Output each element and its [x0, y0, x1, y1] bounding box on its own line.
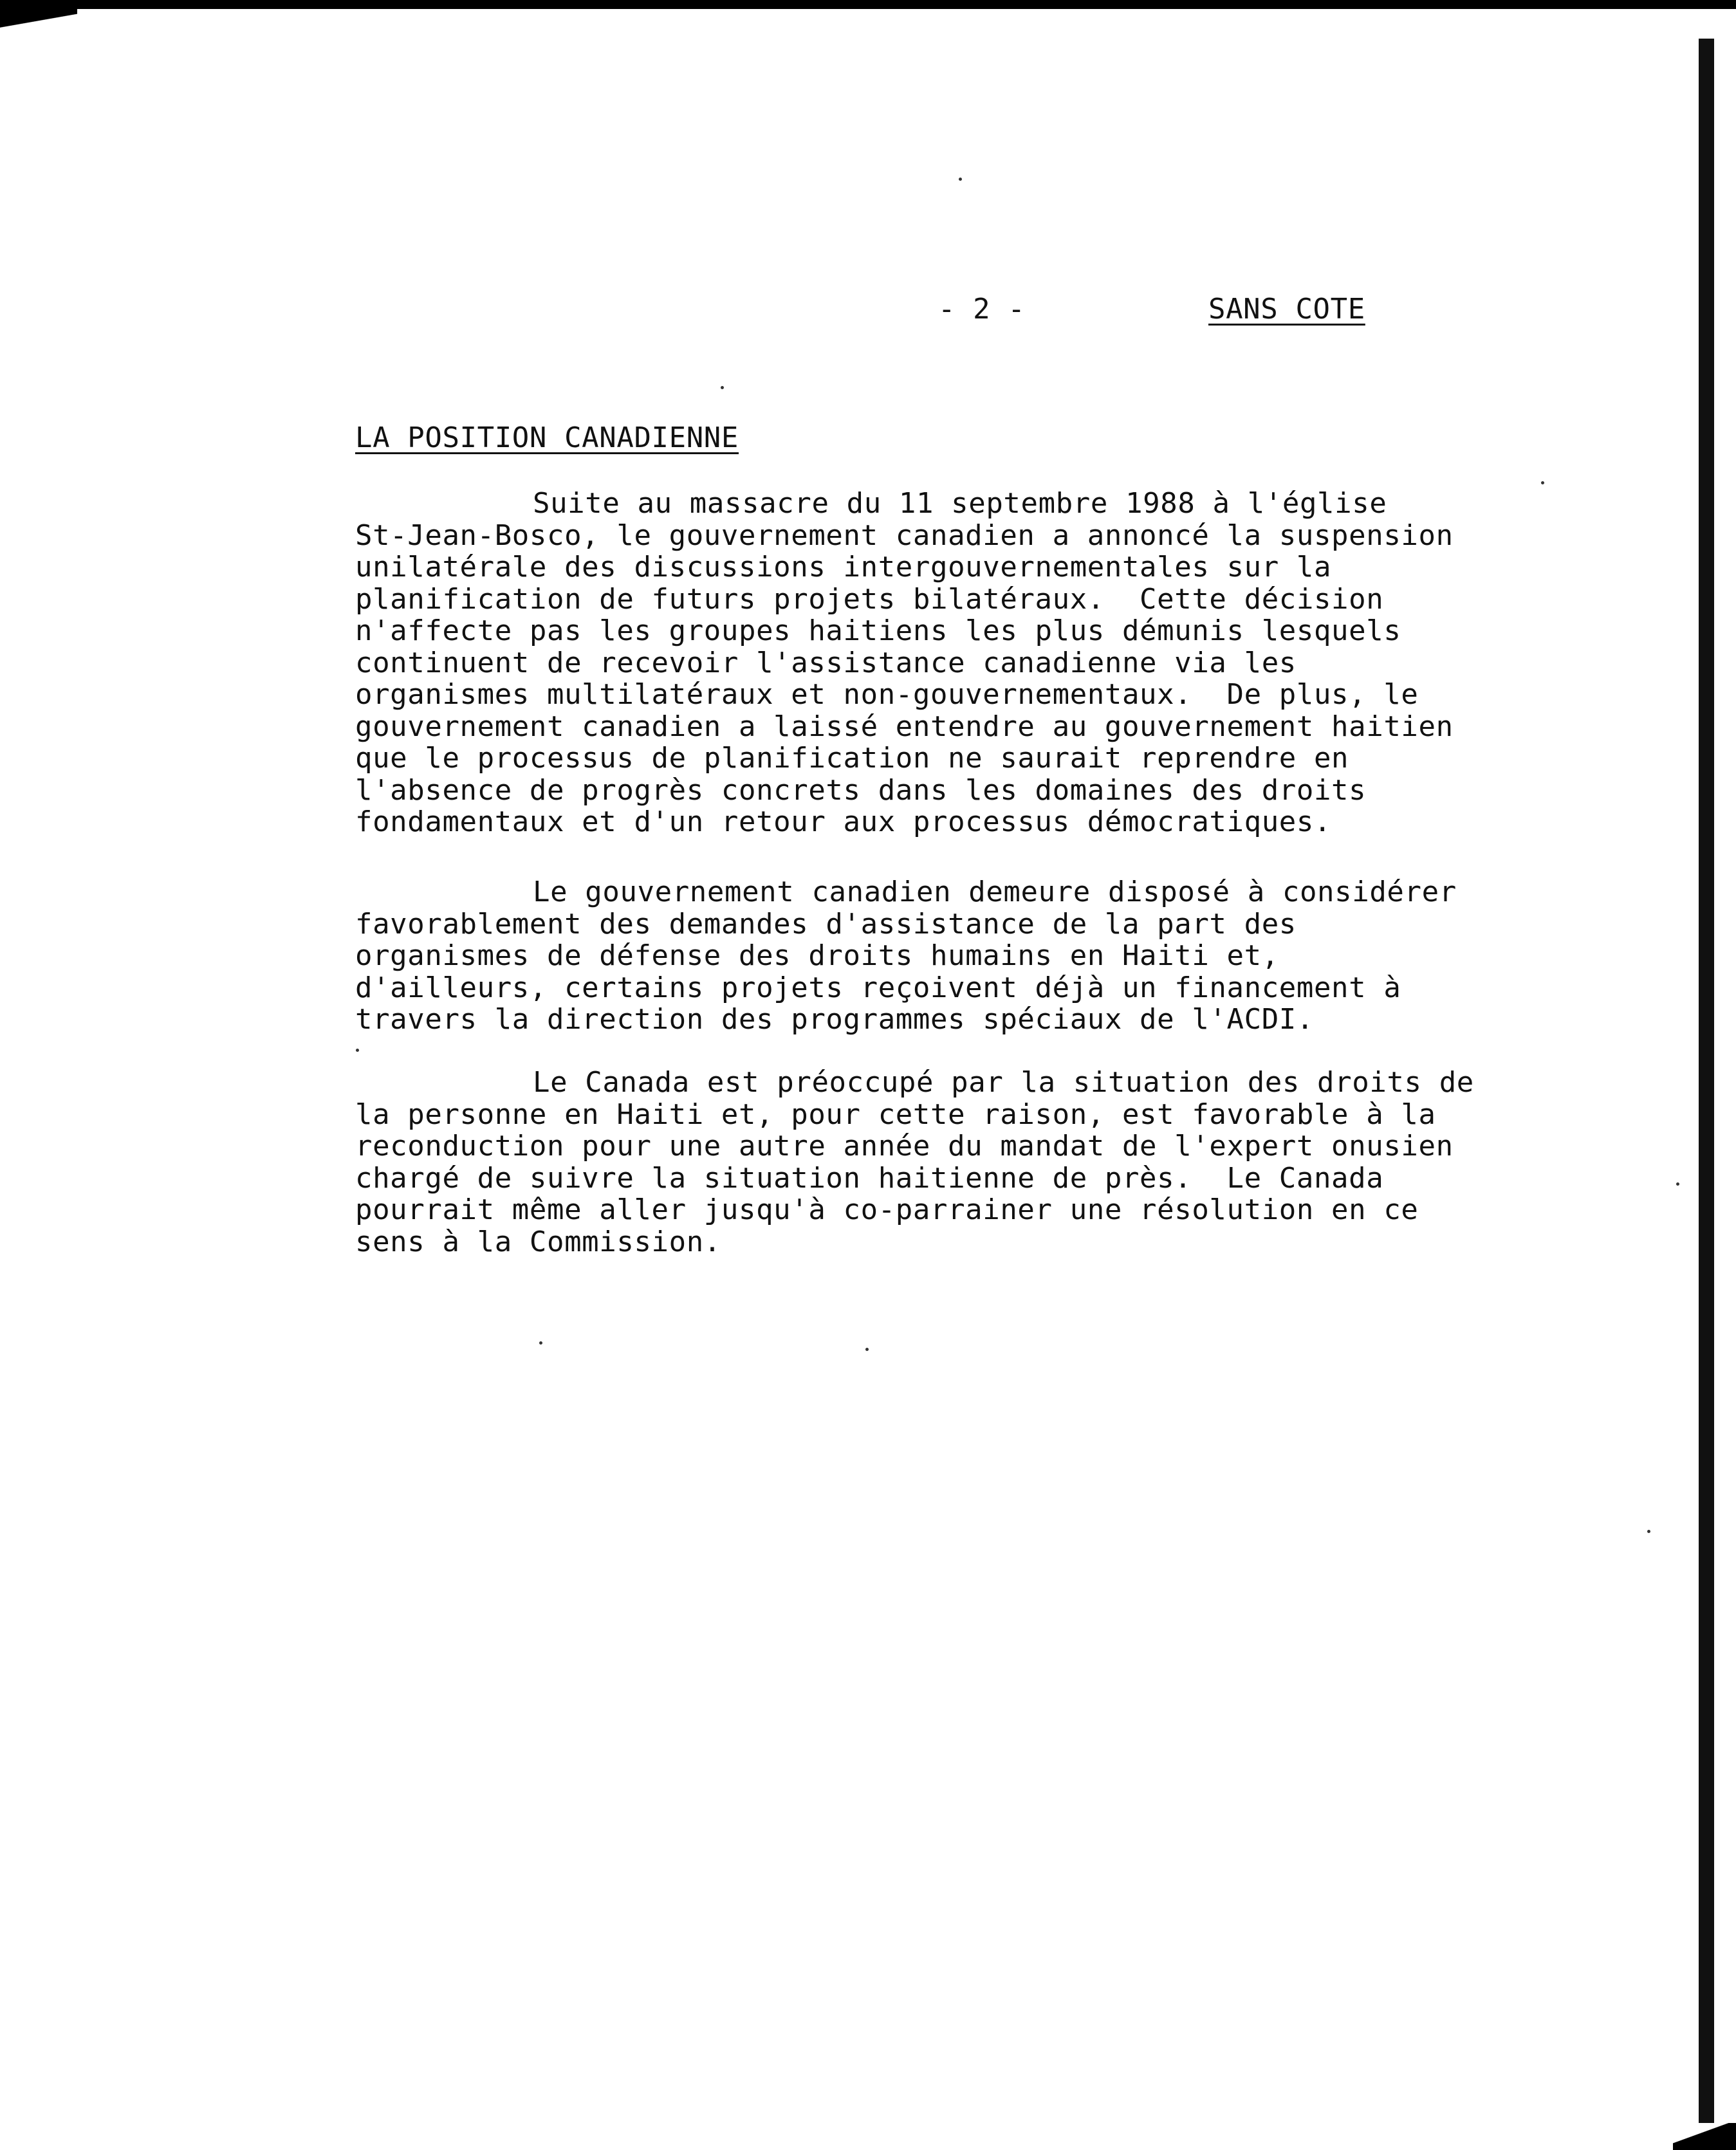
scan-border-right [1699, 39, 1714, 2123]
scan-speck [1676, 1182, 1679, 1186]
classification-label: SANS COTE [1208, 293, 1365, 326]
paragraph-line: St-Jean-Bosco, le gouvernement canadien a annoncé la suspension [355, 519, 1454, 552]
paragraph-line: continuent de recevoir l'assistance canadienne via les [355, 646, 1297, 679]
scan-margin-right [1714, 39, 1736, 2150]
paragraph-line: gouvernement canadien a laissé entendre au gouvernement haitien [355, 710, 1454, 743]
scan-corner-bottom-right [1673, 2123, 1736, 2150]
scan-speck [539, 1341, 542, 1345]
scan-border-top [0, 0, 1736, 9]
scan-speck [721, 386, 724, 389]
paragraph-line: unilatérale des discussions intergouvernementales sur la [355, 551, 1332, 583]
scan-speck [356, 1049, 359, 1052]
page-number: - 2 - [938, 293, 1026, 326]
paragraph-2 [355, 876, 1457, 1036]
paragraph-3 [355, 1067, 1474, 1258]
paragraph-line: Le Canada est préoccupé par la situation des droits de [533, 1066, 1474, 1099]
paragraph-line: Le gouvernement canadien demeure disposé à considérer [533, 876, 1457, 908]
scan-speck [865, 1348, 869, 1351]
paragraph-line: organismes de défense des droits humains en Haiti et, [355, 939, 1279, 972]
paragraph-line: chargé de suivre la situation haitienne de près. Le Canada [355, 1161, 1384, 1195]
scan-speck [1541, 481, 1544, 484]
paragraph-line: organismes multilatéraux et non-gouvernementaux. De plus, le [355, 678, 1419, 711]
paragraph-line: d'ailleurs, certains projets reçoivent déjà un financement à [355, 971, 1401, 1004]
paragraph-line: n'affecte pas les groupes haitiens les plus démunis lesquels [355, 614, 1401, 647]
section-heading: LA POSITION CANADIENNE [355, 421, 739, 454]
paragraph-line: que le processus de planification ne saurait reprendre en [355, 742, 1349, 775]
paragraph-line: reconduction pour une autre année du mandat de l'expert onusien [355, 1130, 1454, 1162]
paragraph-line: l'absence de progrès concrets dans les domaines des droits [355, 773, 1367, 807]
scan-speck [959, 178, 962, 181]
paragraph-line: pourrait même aller jusqu'à co-parrainer une résolution en ce [355, 1193, 1419, 1226]
paragraph-line: travers la direction des programmes spéciaux de l'ACDI. [355, 1003, 1314, 1036]
paragraph-line: fondamentaux et d'un retour aux processus démocratiques. [355, 805, 1332, 838]
paragraph-line: Suite au massacre du 11 septembre 1988 à l'église [533, 487, 1387, 520]
scan-corner-top-left [0, 9, 77, 48]
paragraph-line: la personne en Haiti et, pour cette raison, est favorable à la [355, 1098, 1436, 1131]
paragraph-line: planification de futurs projets bilatéraux. Cette décision [355, 582, 1384, 616]
paragraph-line: sens à la Commission. [355, 1225, 721, 1258]
scan-speck [1647, 1530, 1650, 1533]
paragraph-1 [355, 488, 1454, 838]
paragraph-line: favorablement des demandes d'assistance de la part des [355, 907, 1297, 941]
